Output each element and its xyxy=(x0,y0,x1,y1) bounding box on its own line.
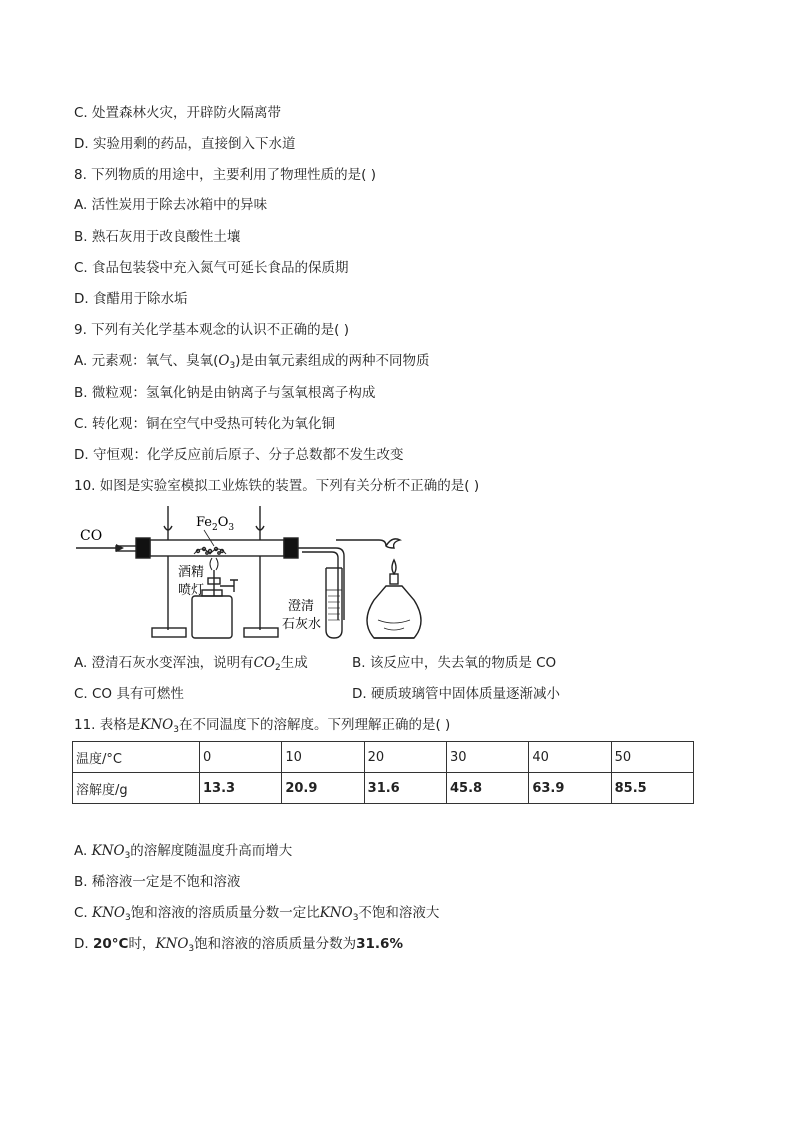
left-clamp xyxy=(164,506,172,540)
q9-option-d: D. 守恒观：化学反应前后原子、分子总数都不发生改变 xyxy=(74,447,404,463)
table-row-solubility xyxy=(73,773,694,804)
table-cell: 20.9 xyxy=(282,773,364,804)
table-cell: 10 xyxy=(282,742,364,773)
q11-stem: 11. 表格是$KNO_3$在不同温度下的溶解度。下列理解正确的是( ) xyxy=(74,717,451,735)
q10-option-c: C. CO 具有可燃性 xyxy=(74,686,184,702)
table-header-temperature: 温度/°C xyxy=(73,742,200,773)
blast-lamp-label-1: 酒精 xyxy=(178,565,205,580)
q11-option-c: C. $KNO_3$饱和溶液的溶质质量分数一定比$KNO_3$不饱和溶液大 xyxy=(74,905,440,923)
q8-option-a: A. 活性炭用于除去冰箱中的异味 xyxy=(74,197,268,213)
right-clamp xyxy=(256,506,264,540)
table-cell: 30 xyxy=(446,742,528,773)
q10-options-row-1 xyxy=(74,654,714,672)
q11-option-a: A. $KNO_3$的溶解度随温度升高而增大 xyxy=(74,843,293,861)
table-cell: 0 xyxy=(200,742,282,773)
limewater-test-tube xyxy=(326,568,342,638)
table-cell: 45.8 xyxy=(446,773,528,804)
left-stand-base xyxy=(152,628,186,637)
q10-options-row-2 xyxy=(74,685,714,703)
q10-stem: 10. 如图是实验室模拟工业炼铁的装置。下列有关分析不正确的是( ) xyxy=(74,478,480,494)
q8-option-c: C. 食品包装袋中充入氮气可延长食品的保质期 xyxy=(74,260,349,276)
solubility-table xyxy=(72,741,694,804)
table-cell: 13.3 xyxy=(200,773,282,804)
q9-stem: 9. 下列有关化学基本观念的认识不正确的是( ) xyxy=(74,322,349,338)
q10-option-b: B. 该反应中，失去氧的物质是 CO xyxy=(352,655,557,671)
blast-lamp-label-2: 喷灯 xyxy=(178,583,205,598)
limewater-label-1: 澄清 xyxy=(288,599,315,614)
table-row-temperature xyxy=(73,742,694,773)
q9-option-a: A. 元素观：氧气、臭氧$(O_3)$是由氧元素组成的两种不同物质 xyxy=(74,353,430,371)
table-cell: 63.9 xyxy=(529,773,611,804)
table-header-solubility: 溶解度/g xyxy=(73,773,200,804)
right-stopper xyxy=(284,538,298,558)
exhaust-flame xyxy=(386,539,400,548)
fe2o3-powder xyxy=(194,548,226,555)
limewater-label-2: 石灰水 xyxy=(282,617,322,632)
q8-stem: 8. 下列物质的用途中，主要利用了物理性质的是( ) xyxy=(74,167,376,183)
table-cell: 40 xyxy=(529,742,611,773)
exhaust-tube xyxy=(336,540,386,546)
fe2o3-label: $Fe_2O_3$ xyxy=(196,515,235,533)
q9-option-b: B. 微粒观：氢氧化钠是由钠离子与氢氧根离子构成 xyxy=(74,385,376,401)
q11-option-d: D. 20°C时，$KNO_3$饱和溶液的溶质质量分数为31.6% xyxy=(74,936,403,954)
q7-option-d: D. 实验用剩的药品，直接倒入下水道 xyxy=(74,136,296,152)
q7-option-c: C. 处置森林火灾，开辟防火隔离带 xyxy=(74,105,282,121)
table-cell: 85.5 xyxy=(611,773,693,804)
right-stand-base xyxy=(244,628,278,637)
left-stopper xyxy=(136,538,150,558)
alcohol-lamp xyxy=(367,560,421,638)
q10-option-a: A. 澄清石灰水变浑浊，说明有$CO_2$生成 xyxy=(74,655,308,673)
q11-option-b: B. 稀溶液一定是不饱和溶液 xyxy=(74,874,241,890)
co-label: CO xyxy=(80,528,103,544)
q10-option-d: D. 硬质玻璃管中固体质量逐渐减小 xyxy=(352,686,560,702)
iron-smelting-apparatus-figure xyxy=(74,500,594,646)
table-cell: 50 xyxy=(611,742,693,773)
q8-option-d: D. 食醋用于除水垢 xyxy=(74,291,188,307)
q8-option-b: B. 熟石灰用于改良酸性土壤 xyxy=(74,229,241,245)
table-cell: 20 xyxy=(364,742,446,773)
q9-option-c: C. 转化观：铜在空气中受热可转化为氧化铜 xyxy=(74,416,336,432)
table-cell: 31.6 xyxy=(364,773,446,804)
